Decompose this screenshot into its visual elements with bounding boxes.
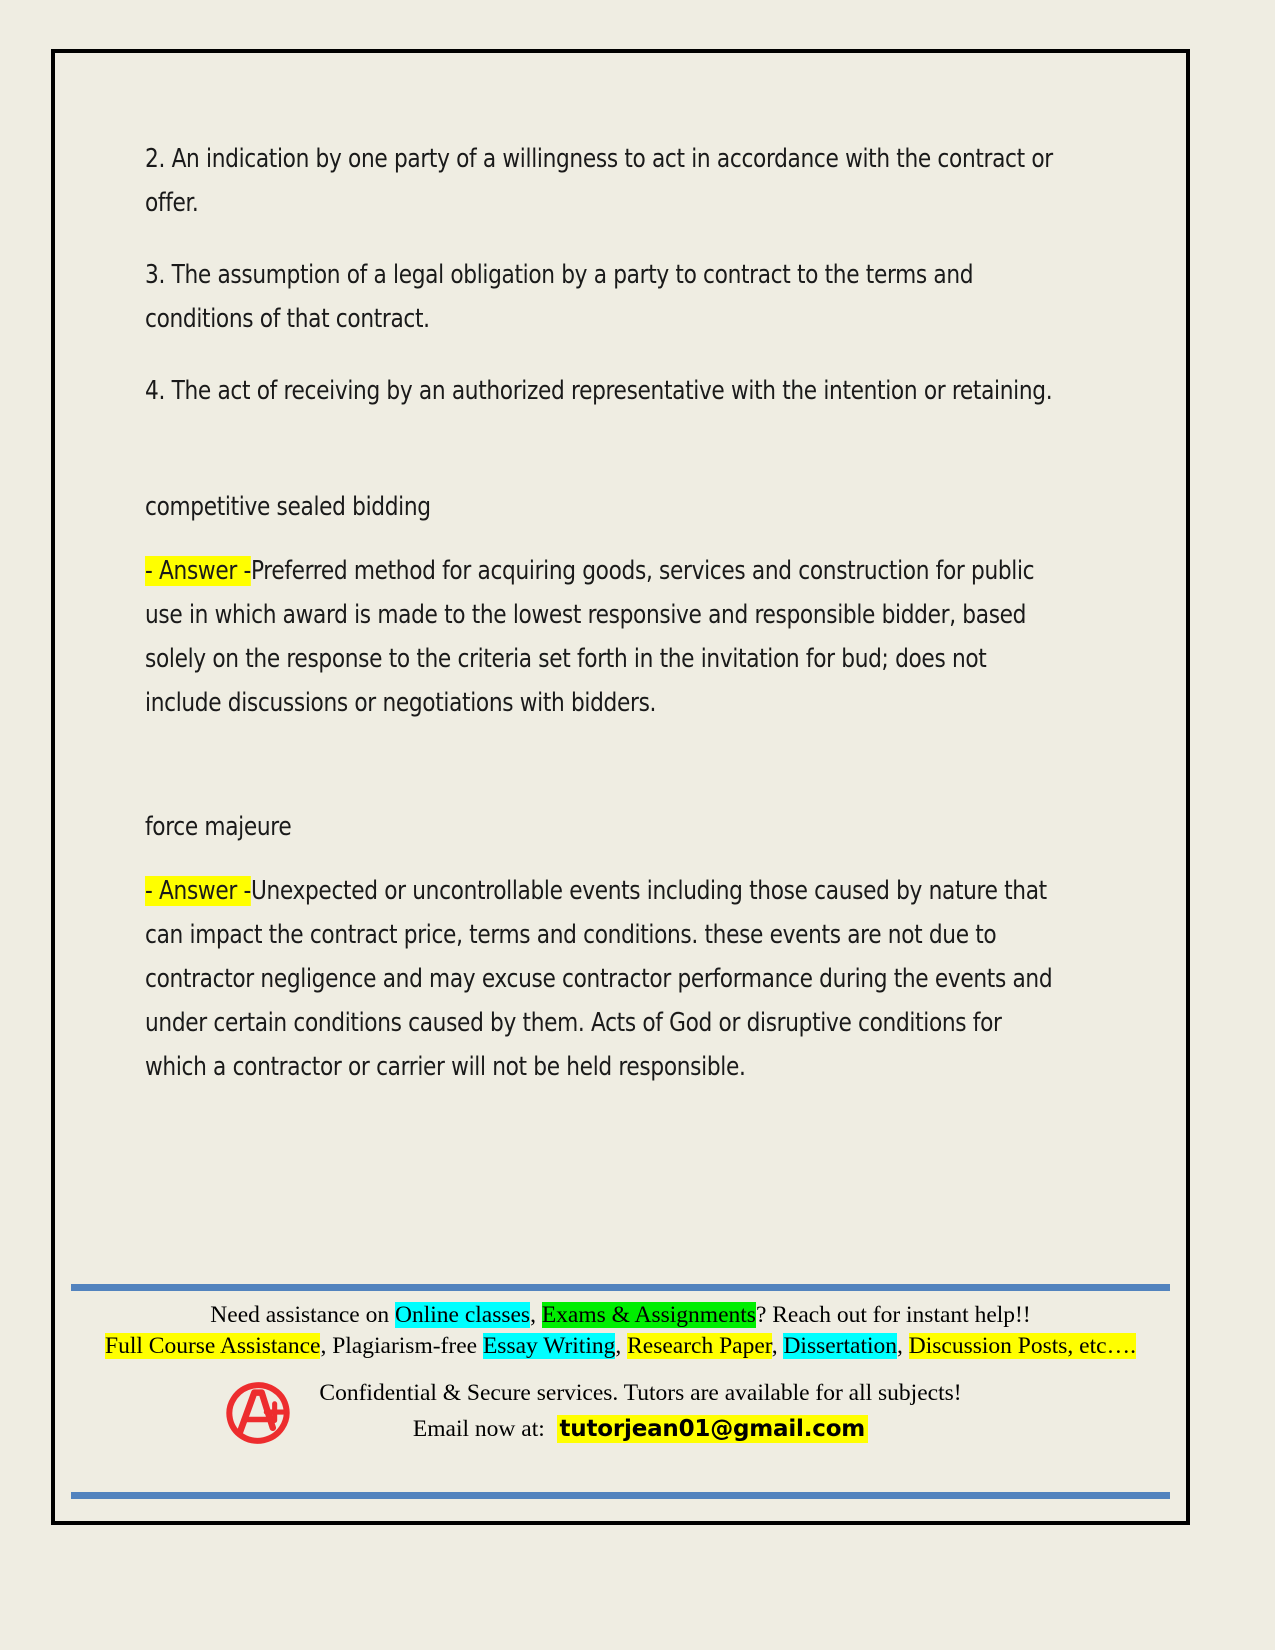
footer-divider-bottom xyxy=(71,1492,1170,1499)
promo-dissertation: Dissertation xyxy=(783,1333,898,1359)
promo-footer xyxy=(71,1284,1170,1499)
list-item-4: 4. The act of receiving by an authorized representative with the intention or retaining. xyxy=(145,376,1053,406)
confidential-line: Confidential & Secure services. Tutors are available for all subjects! xyxy=(319,1380,962,1406)
promo-suffix: ? Reach out for instant help!! xyxy=(755,1302,1031,1328)
promo-sep-4: , xyxy=(897,1333,909,1359)
promo-line-2 xyxy=(71,1330,1170,1362)
promo-discussion-posts: Discussion Posts, etc…. xyxy=(908,1333,1136,1359)
list-item-2: 2. An indication by one party of a willingness to act in accordance with the contract or offer. xyxy=(145,144,1053,218)
promo-line-1 xyxy=(71,1300,1170,1330)
footer-divider-top xyxy=(71,1284,1170,1291)
answer-label: - Answer - xyxy=(145,876,251,906)
list-item-3: 3. The assumption of a legal obligation by a party to contract to the terms and conditions of that contract. xyxy=(145,260,974,334)
email-label: Email now at: xyxy=(412,1416,545,1442)
answer-label: - Answer - xyxy=(145,556,251,586)
contact-row xyxy=(71,1362,1170,1472)
promo-essay-writing: Essay Writing xyxy=(482,1333,616,1359)
email-address[interactable]: tutorjean01@gmail.com xyxy=(557,1415,869,1443)
page-frame xyxy=(51,49,1190,1525)
promo-block xyxy=(71,1291,1170,1362)
promo-comma: , xyxy=(530,1302,542,1328)
promo-online-classes: Online classes xyxy=(394,1302,531,1328)
promo-research-paper: Research Paper xyxy=(627,1333,772,1359)
promo-sep-3: , xyxy=(771,1333,784,1359)
document-body xyxy=(145,137,1065,1089)
answer-body: Unexpected or uncontrollable events including those caused by nature that can impact the contract price, terms and conditions. these events are not due to contractor negligence and may excuse contractor performance during the events and under certain conditions caused by them. Acts of God or disruptive conditions for which a contractor or carrier will not be held responsible. xyxy=(145,876,1053,1082)
term-heading-competitive-sealed-bidding: competitive sealed bidding xyxy=(145,492,431,522)
promo-full-course-assistance: Full Course Assistance xyxy=(105,1333,321,1359)
term-heading-force-majeure: force majeure xyxy=(145,812,292,842)
a-plus-grade-icon xyxy=(221,1376,295,1450)
promo-exams-assignments: Exams & Assignments xyxy=(541,1302,756,1328)
promo-sep-1: , Plagiarism-free xyxy=(320,1333,483,1359)
answer-competitive-sealed-bidding xyxy=(145,549,1067,725)
answer-body: Preferred method for acquiring goods, services and construction for public use in which award is made to the lowest responsive and responsible bidder, based solely on the response to the criteria set forth in the invitation for bud; does not include discussions or negotiations with bidders. xyxy=(145,556,1035,718)
promo-sep-2: , xyxy=(615,1333,628,1359)
answer-force-majeure xyxy=(145,869,1067,1089)
promo-prefix: Need assistance on xyxy=(210,1302,395,1328)
